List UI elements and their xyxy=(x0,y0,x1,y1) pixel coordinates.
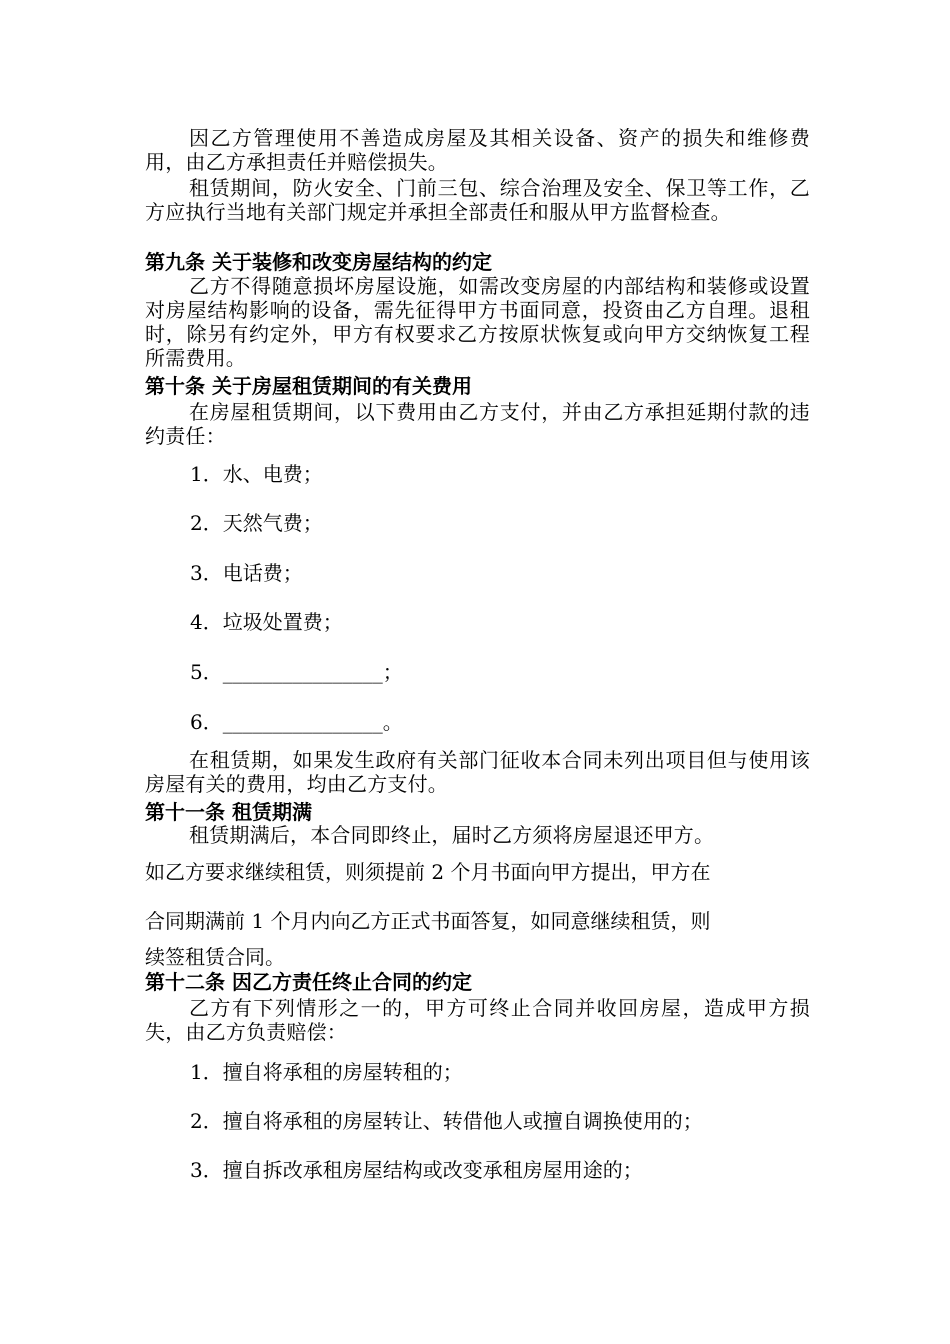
list-item-blank: 6．________________。 xyxy=(190,710,403,734)
article-9-text: 乙方不得随意损坏房屋设施，如需改变房屋的内部结构和装修或设置对房屋结构影响的设备，需先征得甲方书面同意，投资由乙方自理。退租时，除另有约定外，甲方有权要求乙方按原状恢复或向甲方交纳恢复工程所需费用。 xyxy=(145,274,810,370)
article-11-line-4: 续签租赁合同。 xyxy=(145,945,285,969)
article-12-title: 第十二条 因乙方责任终止合同的约定 xyxy=(145,970,472,994)
article-10-intro: 在房屋租赁期间，以下费用由乙方支付，并由乙方承担延期付款的违约责任： xyxy=(145,400,810,448)
article-12-intro: 乙方有下列情形之一的，甲方可终止合同并收回房屋，造成甲方损失，由乙方负责赔偿： xyxy=(145,996,810,1044)
list-item: 2．擅自将承租的房屋转让、转借他人或擅自调换使用的； xyxy=(190,1109,703,1133)
article-11-title: 第十一条 租赁期满 xyxy=(145,800,312,824)
article-11-line-3: 合同期满前 1 个月内向乙方正式书面答复，如同意继续租赁，则 xyxy=(145,909,711,933)
article-11-line-2: 如乙方要求继续租赁，则须提前 2 个月书面向甲方提出，甲方在 xyxy=(145,860,711,884)
article-10-closing: 在租赁期，如果发生政府有关部门征收本合同未列出项目但与使用该房屋有关的费用，均由乙方支付。 xyxy=(145,748,810,796)
list-item: 3．擅自拆改承租房屋结构或改变承租房屋用途的； xyxy=(190,1158,643,1182)
paragraph-safety-duties: 租赁期间，防火安全、门前三包、综合治理及安全、保卫等工作，乙方应执行当地有关部门规定并承担全部责任和服从甲方监督检查。 xyxy=(145,176,810,224)
list-item: 3．电话费； xyxy=(190,561,303,585)
article-11-line-1: 租赁期满后，本合同即终止，届时乙方须将房屋退还甲方。 xyxy=(189,823,715,847)
list-item: 2．天然气费； xyxy=(190,511,323,535)
list-item: 1．水、电费； xyxy=(190,462,323,486)
paragraph-damage-liability: 因乙方管理使用不善造成房屋及其相关设备、资产的损失和维修费用，由乙方承担责任并赔偿损失。 xyxy=(145,126,810,174)
article-9-title: 第九条 关于装修和改变房屋结构的约定 xyxy=(145,250,492,274)
list-item: 4．垃圾处置费； xyxy=(190,610,343,634)
list-item-blank: 5．________________； xyxy=(190,660,403,684)
article-10-title: 第十条 关于房屋租赁期间的有关费用 xyxy=(145,374,472,398)
list-item: 1．擅自将承租的房屋转租的； xyxy=(190,1060,463,1084)
